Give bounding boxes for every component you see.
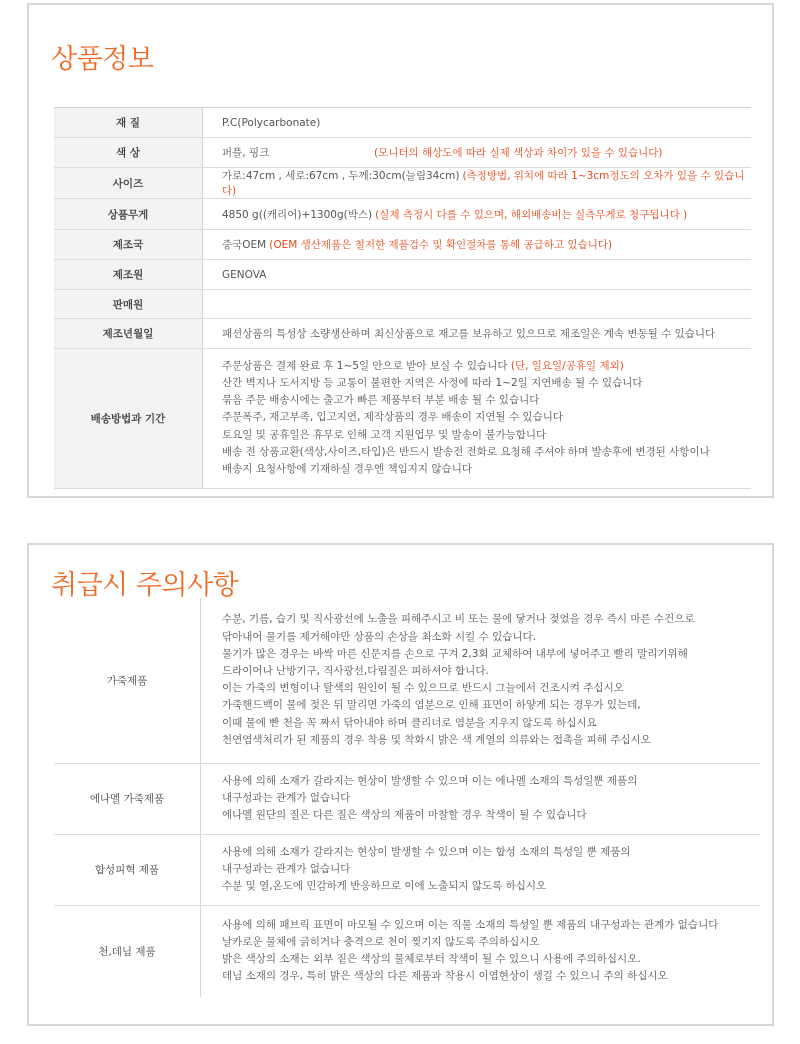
shipping-line: 산간 벽지나 도서지방 등 교통이 불편한 지역은 사정에 따라 1~2일 지연배송 될 수 있습니다: [222, 376, 643, 389]
table-row: [54, 905, 760, 997]
row-label: 합성피혁 제품: [54, 834, 201, 905]
row-value-text: P.C(Polycarbonate): [222, 116, 321, 129]
care-content: [201, 834, 761, 905]
table-row: [54, 168, 751, 199]
shipping-content: [203, 349, 752, 489]
care-panel: [27, 543, 774, 1026]
row-label: 재 질: [54, 108, 203, 138]
row-label: 천,데님 제품: [54, 905, 201, 997]
care-line: 수분, 기름, 습기 및 직사광선에 노출을 피해주시고 비 또는 물에 닿거나 젖었을 경우 즉시 마른 수건으로: [222, 613, 695, 626]
product-info-title: 상품정보: [51, 44, 154, 75]
care-content: [201, 905, 761, 997]
care-line: 밝은 색상의 소재는 외부 짙은 색상의 물체로부터 착색이 될 수 있으니 사용에 주의하십시오.: [222, 953, 641, 966]
row-note: (실제 측정시 다를 수 있으며, 해외배송비는 실측무게로 청구됩니다 ): [375, 208, 688, 221]
care-line: 데님 소재의 경우, 특히 밝은 색상의 다른 제품과 착용시 이염현상이 생길 수 있으니 주의 하십시오: [222, 970, 668, 983]
shipping-note: (단, 일요일/공휴일 제외): [510, 359, 624, 372]
care-line: 수분 및 열,온도에 민감하게 반응하므로 이에 노출되지 않도록 하십시오: [222, 880, 547, 893]
care-line: 사용에 의해 소재가 갈라지는 현상이 발생할 수 있으며 이는 합성 소재의 특성일 뿐 제품의: [222, 845, 631, 858]
row-value-text: 퍼플, 핑크: [222, 147, 270, 159]
care-table: [54, 598, 760, 997]
product-info-panel: [27, 3, 774, 498]
table-row: [54, 349, 751, 489]
row-label: 제조국: [54, 230, 203, 260]
shipping-line-text: 주문상품은 결제 완료 후 1~5일 안으로 받아 보실 수 있습니다: [222, 359, 508, 372]
table-row: [54, 763, 760, 834]
care-line: 날카로운 물체에 긁히거나 충격으로 천이 찢기지 않도록 주의하십시오: [222, 936, 540, 949]
row-value-text: 중국OEM: [222, 239, 267, 251]
row-value-text: 패션상품의 특성상 소량생산하며 최신상품으로 재고를 보유하고 있으므로 제조일은 계속 변동될 수 있습니다: [222, 328, 716, 340]
care-line: 사용에 의해 소재가 갈라지는 현상이 발생할 수 있으며 이는 에나멜 소재의 특성일뿐 제품의: [222, 774, 638, 787]
row-value: [203, 108, 752, 138]
table-row: [54, 598, 760, 763]
shipping-line: 토요일 및 공휴일은 휴무로 인해 고객 지원업무 및 발송이 불가능합니다: [222, 428, 547, 441]
shipping-line: 묶음 주문 배송시에는 출고가 빠른 제품부터 부분 배송 될 수 있습니다: [222, 394, 540, 407]
table-row: [54, 260, 751, 290]
row-label: 색 상: [54, 138, 203, 168]
shipping-line: 배송 전 상품교환(색상,사이즈,타입)은 반드시 발송전 전화로 요청해 주셔야 하며 발송후에 변경된 사항이나: [222, 445, 710, 458]
care-line: 내구성과는 관계가 없습니다: [222, 862, 351, 875]
row-value: [203, 199, 752, 230]
row-label: 제조년월일: [54, 319, 203, 349]
care-line: 이때 물에 빤 천을 꼭 짜서 닦아내야 하며 클리너로 염분을 지우지 않도록 하십시요: [222, 716, 597, 729]
care-content: [201, 598, 761, 763]
row-label: 판매원: [54, 290, 203, 319]
row-label: 제조원: [54, 260, 203, 290]
row-value: [203, 138, 752, 168]
row-value: [203, 260, 752, 290]
care-line: 물기가 많은 경우는 바싹 마른 신문지를 손으로 구겨 2,3회 교체하여 내부에 넣어주고 빨리 말리기위해: [222, 647, 688, 660]
table-row: [54, 290, 751, 319]
shipping-line: 주문폭주, 재고부족, 입고지연, 제작상품의 경우 배송이 지연될 수 있습니다: [222, 411, 564, 424]
row-value: [203, 168, 752, 199]
table-row: [54, 138, 751, 168]
row-label: 상품무게: [54, 199, 203, 230]
care-line: 이는 가죽의 변형이나 탈색의 원인이 될 수 있으므로 반드시 그늘에서 건조시켜 주십시오: [222, 682, 624, 695]
care-line: 닦아내어 물기를 제거해야만 상품의 손상을 최소화 시킬 수 있습니다.: [222, 630, 537, 643]
shipping-line: [222, 358, 751, 375]
row-label: 사이즈: [54, 168, 203, 199]
table-row: [54, 834, 760, 905]
row-value-text: GENOVA: [222, 268, 267, 281]
care-line: 에나멜 원단의 질은 다른 질은 색상의 제품이 마찰할 경우 착색이 될 수 있습니다: [222, 809, 587, 822]
row-note: (OEM 생산제품은 철저한 제품검수 및 확인절차를 통해 공급하고 있습니다): [269, 239, 613, 251]
row-label: 가죽제품: [54, 598, 201, 763]
product-info-table: [54, 107, 751, 489]
row-label: 배송방법과 기간: [54, 349, 203, 489]
care-line: 드라이어나 난방기구, 직사광선,다림질은 피하셔야 합니다.: [222, 665, 489, 678]
care-line: 내구성과는 관계가 없습니다: [222, 791, 351, 804]
care-line: 사용에 의해 패브릭 표면이 마모될 수 있으며 이는 직물 소재의 특성일 뿐 제품의 내구성과는 관계가 없습니다: [222, 918, 719, 931]
row-value: [203, 230, 752, 260]
row-label: 에나멜 가죽제품: [54, 763, 201, 834]
row-value: [203, 290, 752, 319]
row-note: (측정방법, 위치에 따라 1~3cm정도의 오차가 있을 수 있습니다): [222, 170, 745, 197]
table-row: [54, 108, 751, 138]
shipping-line: 배송지 요청사항에 기재하실 경우엔 책임지지 않습니다: [222, 463, 472, 475]
table-row: [54, 319, 751, 349]
care-title: 취급시 주의사항: [51, 570, 239, 601]
row-value-text: 가로:47cm , 세로:67cm , 두께:30cm(늘림34cm): [222, 170, 460, 182]
row-note: (모니터의 해상도에 따라 실제 색상과 차이가 있을 수 있습니다): [374, 147, 663, 159]
care-line: 천연염색처리가 된 제품의 경우 착용 및 착화시 밝은 색 계열의 의류와는 접촉을 피해 주십시오: [222, 733, 651, 746]
row-value: [203, 319, 752, 349]
row-value-text: 4850 g((캐리어)+1300g(박스): [222, 208, 373, 221]
care-line: 가죽핸드백이 물에 젖은 뒤 말리면 가죽의 염분으로 인해 표면이 하얗게 되는 경우가 있는데,: [222, 699, 641, 712]
table-row: [54, 230, 751, 260]
care-content: [201, 763, 761, 834]
table-row: [54, 199, 751, 230]
